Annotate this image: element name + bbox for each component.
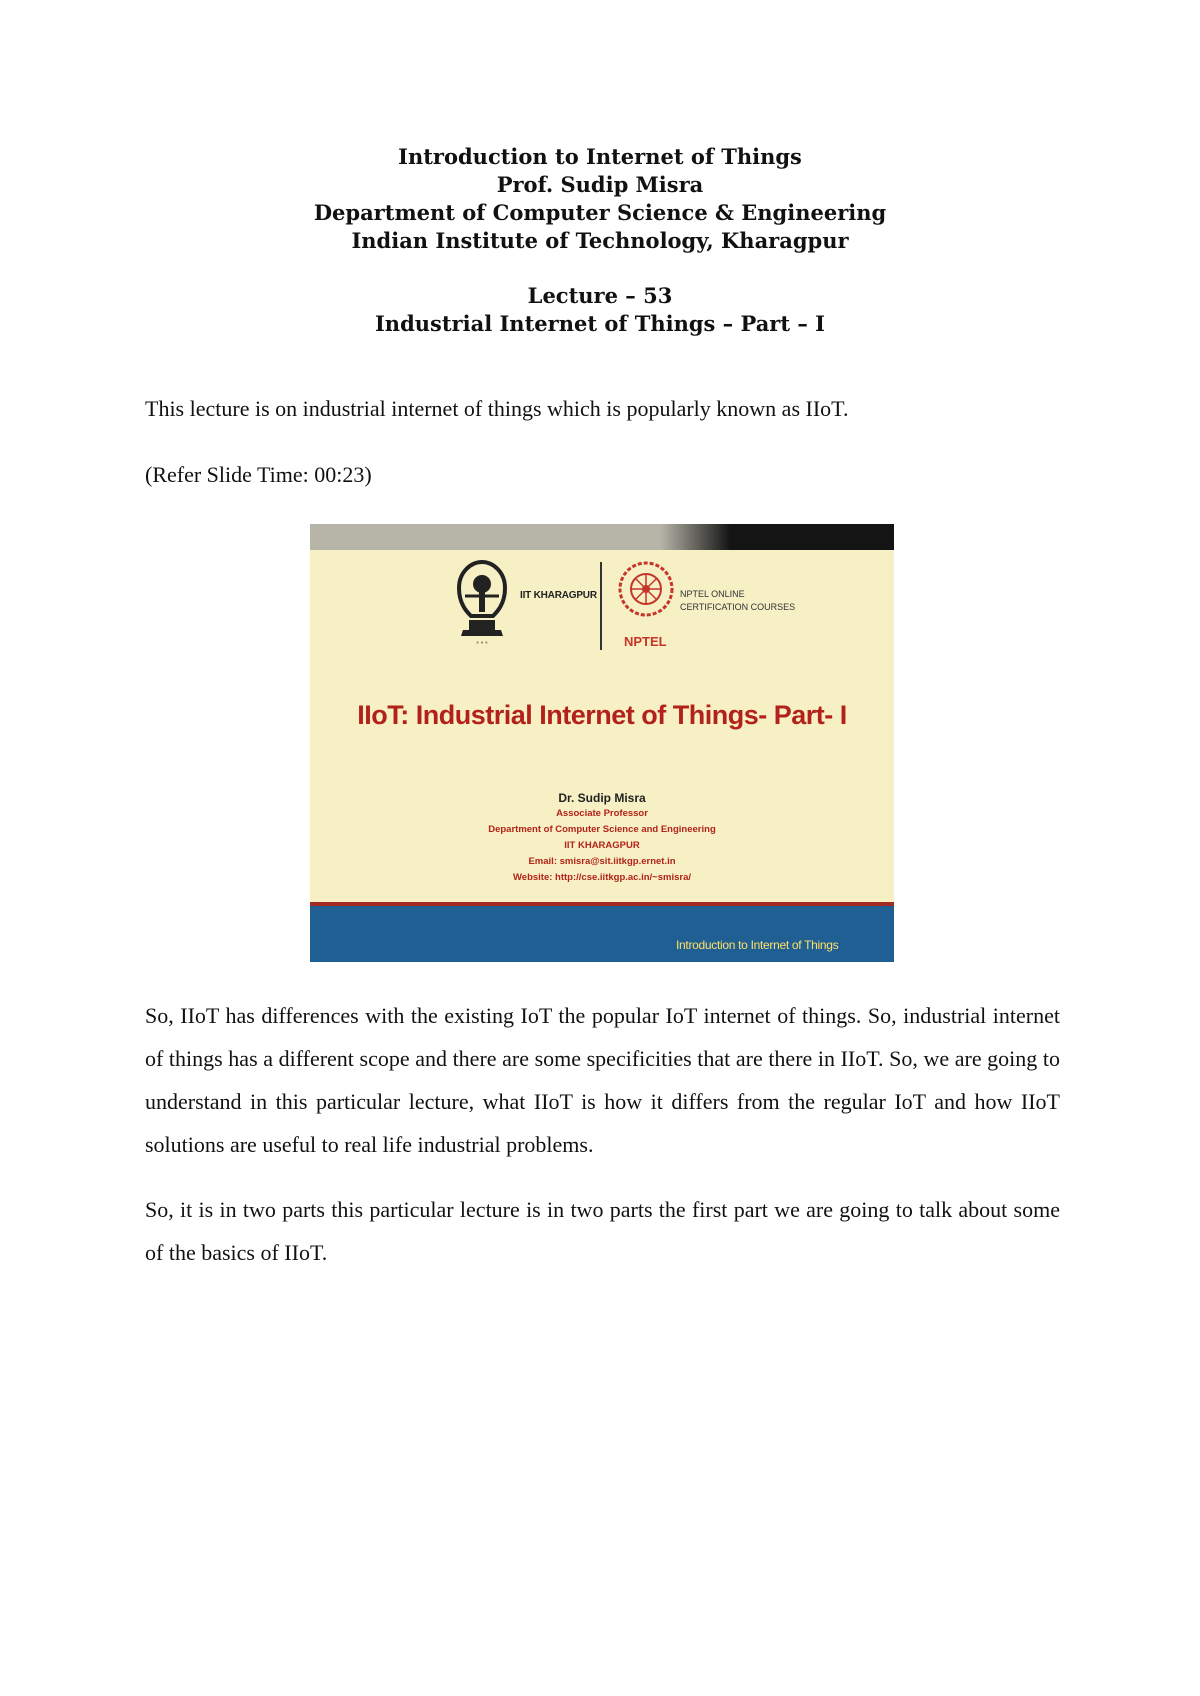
nptel-label: NPTEL bbox=[624, 634, 667, 649]
nptel-logo-icon bbox=[617, 560, 675, 618]
intro-paragraph: This lecture is on industrial internet of things which is popularly known as IIoT. bbox=[145, 396, 849, 421]
lecture-number: Lecture – 53 bbox=[527, 283, 673, 308]
document-header bbox=[0, 143, 1200, 338]
author-name: Dr. Sudip Misra bbox=[558, 791, 646, 805]
author-institute: IIT KHARAGPUR bbox=[564, 840, 640, 851]
course-title: Introduction to Internet of Things bbox=[398, 144, 802, 169]
body-paragraph-1: So, IIoT has differences with the existing IoT the popular IoT internet of things. So, industrial internet of things has a different scope and there are some specificities that are there in IIoT. So, we are going to understand in this particular lecture, what IIoT is how it differs from the regular IoT and how IIoT solutions are useful to real life industrial problems. bbox=[145, 1003, 1060, 1157]
slide-reference: (Refer Slide Time: 00:23) bbox=[145, 462, 372, 487]
nptel-online-line2: CERTIFICATION COURSES bbox=[680, 602, 796, 612]
lecture-title: Industrial Internet of Things – Part – I bbox=[374, 311, 826, 336]
author-email: Email: smisra@sit.iitkgp.ernet.in bbox=[528, 856, 676, 867]
slide-author-block bbox=[310, 790, 894, 886]
slide-footer-text: Introduction to Internet of Things bbox=[676, 938, 839, 952]
nptel-online-line1: NPTEL ONLINE bbox=[680, 589, 745, 599]
slide-top-bar bbox=[310, 524, 894, 550]
institute-name: Indian Institute of Technology, Kharagpur bbox=[351, 228, 849, 253]
slide-footer-bar bbox=[310, 906, 894, 962]
logo-divider bbox=[600, 562, 602, 650]
nptel-online-label bbox=[680, 588, 795, 614]
body-paragraph-2: So, it is in two parts this particular lecture is in two parts the first part we are going to talk about some of the basics of IIoT. bbox=[145, 1197, 1060, 1265]
svg-text:॰ ॰ ॰: ॰ ॰ ॰ bbox=[476, 640, 488, 646]
iit-kharagpur-label: IIT KHARAGPUR bbox=[520, 590, 597, 601]
lecture-slide-image bbox=[310, 524, 894, 962]
slide-title: IIoT: Industrial Internet of Things- Part- I bbox=[357, 700, 847, 730]
author-department: Department of Computer Science and Engineering bbox=[488, 824, 716, 835]
iit-kharagpur-logo-icon bbox=[453, 558, 511, 646]
author-website: Website: http://cse.iitkgp.ac.in/~smisra/ bbox=[513, 872, 691, 883]
department-name: Department of Computer Science & Engineering bbox=[313, 200, 887, 225]
professor-name: Prof. Sudip Misra bbox=[496, 172, 704, 197]
author-role: Associate Professor bbox=[556, 808, 648, 819]
